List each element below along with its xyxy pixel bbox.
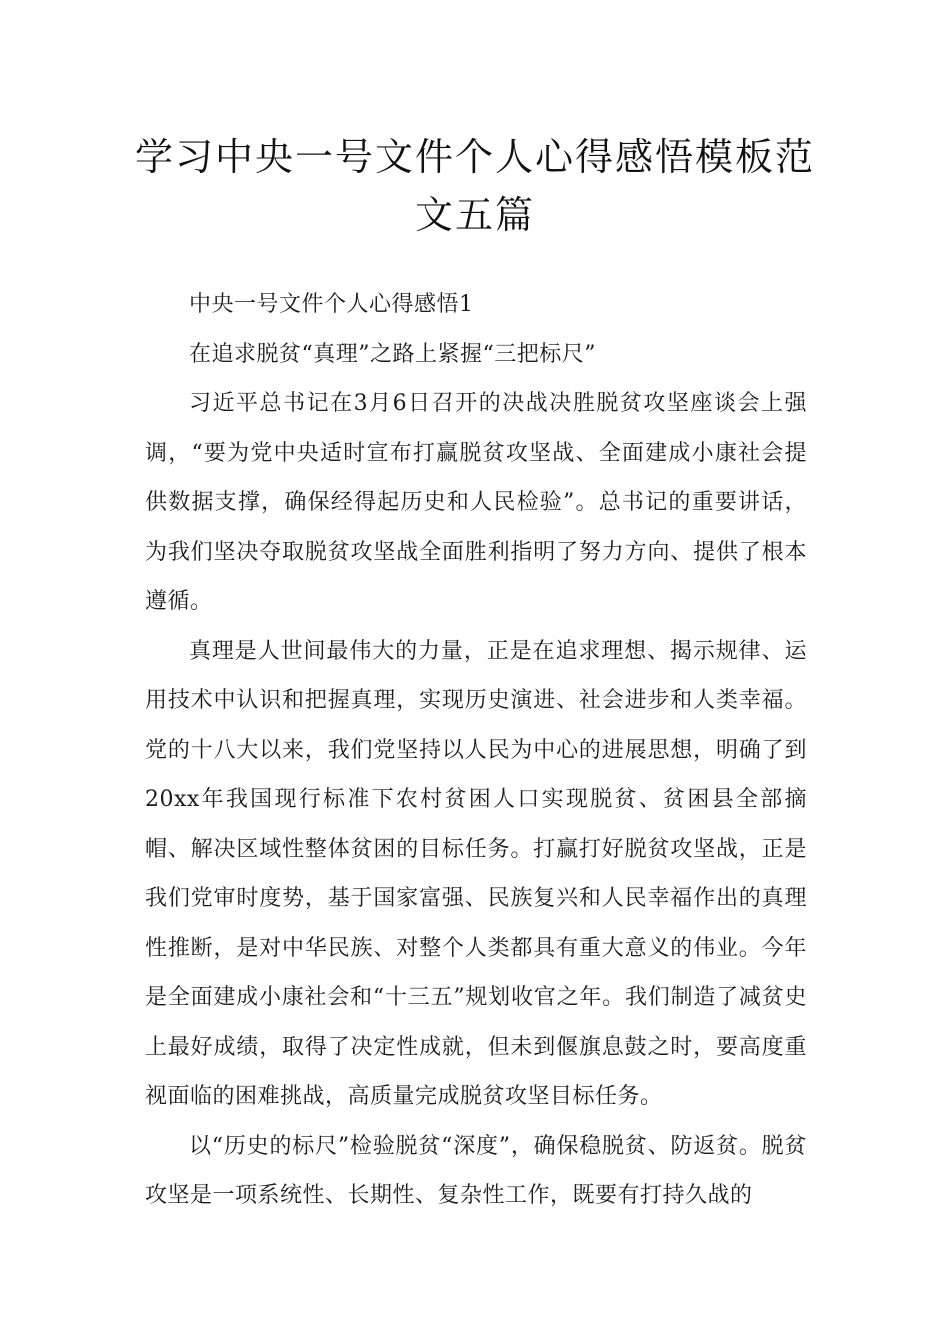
paragraph: 习近平总书记在3月6日召开的决战决胜脱贫攻坚座谈会上强调，“要为党中央适时宣布打赢脱贫攻坚战、全面建成小康社会提供数据支撑，确保经得起历史和人民检验”。总书记的重要讲话，为我们坚决夺取脱贫攻坚战全面胜利指明了努力方向、提供了根本遵循。 (145, 391, 807, 614)
paragraph-section-heading: 中央一号文件个人心得感悟1 (189, 292, 474, 317)
document-body (145, 280, 807, 1221)
paragraph-subtitle: 在追求脱贫“真理”之路上紧握“三把标尺” (189, 341, 596, 367)
paragraph: 以“历史的标尺”检验脱贫“深度”，确保稳脱贫、防返贫。脱贫攻坚是一项系统性、长期性、复杂性工作，既要有打持久战的 (145, 1133, 807, 1208)
paragraph: 真理是人世间最伟大的力量，正是在追求理想、揭示规律、运用技术中认识和把握真理，实现历史演进、社会进步和人类幸福。党的十八大以来，我们党坚持以人民为中心的进展思想，明确了到20xx年我国现行标准下农村贫困人口实现脱贫、贫困县全部摘帽、解决区域性整体贫困的目标任务。打赢打好脱贫攻坚战，正是我们党审时度势，基于国家富强、民族复兴和人民幸福作出的真理性推断，是对中华民族、对整个人类都具有重大意义的伟业。今年是全面建成小康社会和“十三五”规划收官之年。我们制造了减贫史上最好成绩，取得了决定性成就，但未到偃旗息鼓之时，要高度重视面临的困难挑战，高质量完成脱贫攻坚目标任务。 (145, 638, 807, 1109)
document-title: 学习中央一号文件个人心得感悟模板范文五篇 (134, 135, 815, 237)
